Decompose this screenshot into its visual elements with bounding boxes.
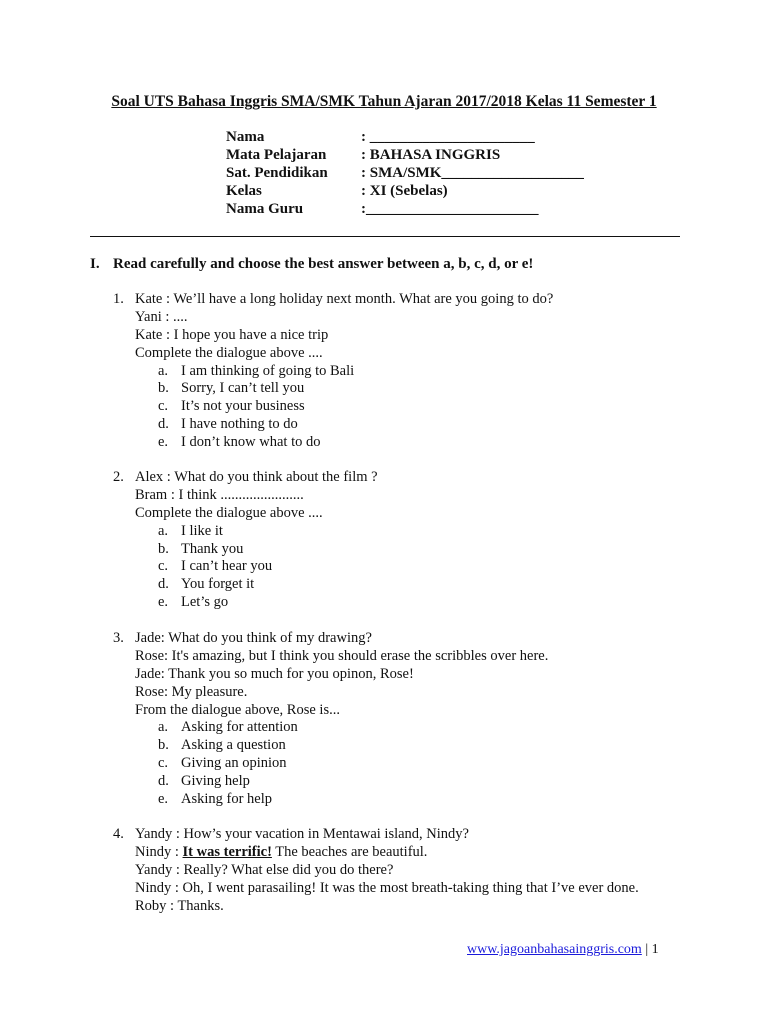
question-line: Rose: My pleasure. (135, 683, 248, 700)
option-text: Asking a question (181, 737, 286, 754)
question-number: 4. (113, 826, 124, 842)
question-number: 1. (113, 291, 124, 307)
question-4 (113, 826, 639, 915)
page-footer (467, 942, 659, 958)
option-text: I don’t know what to do (181, 434, 321, 451)
option-text: I can’t hear you (181, 558, 273, 575)
option-letter: a. (158, 362, 169, 379)
answer-option (113, 755, 548, 773)
answer-option (113, 594, 378, 612)
info-label: Nama Guru (226, 201, 304, 217)
question-line: Roby : Thanks. (135, 897, 224, 914)
info-label: Nama (226, 129, 265, 145)
answer-option (113, 416, 553, 434)
option-letter: a. (158, 719, 169, 736)
question-line: Jade: What do you think of my drawing? (135, 630, 372, 646)
question-line: Kate : We’ll have a long holiday next month. What are you going to do? (135, 291, 554, 307)
option-text: I have nothing to do (181, 416, 298, 433)
question-number: 2. (113, 469, 124, 485)
option-text: You forget it (181, 576, 255, 593)
speaker-prefix: Nindy : (135, 843, 183, 860)
option-letter: c. (158, 755, 169, 772)
info-value: : SMA/SMK___________________ (361, 165, 584, 181)
question-1 (113, 291, 553, 452)
question-line: Rose: It's amazing, but I think you should erase the scribbles over here. (135, 647, 549, 664)
option-letter: e. (158, 594, 169, 611)
option-letter: e. (158, 791, 169, 808)
info-value: :_______________________ (361, 201, 539, 217)
answer-option (113, 398, 553, 416)
option-letter: d. (158, 576, 169, 593)
option-text: Asking for attention (181, 719, 298, 736)
option-text: I like it (181, 522, 223, 539)
page-number: | 1 (641, 942, 659, 957)
line-suffix: The beaches are beautiful. (271, 843, 428, 860)
question-line: Nindy : Oh, I went parasailing! It was the most breath-taking thing that I’ve ever done. (135, 879, 639, 896)
option-letter: b. (158, 380, 169, 397)
answer-option (113, 558, 378, 576)
website-link[interactable]: www.jagoanbahasainggris.com (467, 942, 642, 957)
answer-option (113, 719, 548, 737)
page-title: Soal UTS Bahasa Inggris SMA/SMK Tahun Ajaran 2017/2018 Kelas 11 Semester 1 (111, 93, 657, 110)
option-text: It’s not your business (181, 398, 305, 415)
answer-option (113, 363, 553, 381)
option-text: Thank you (181, 540, 244, 557)
option-text: Let’s go (181, 594, 229, 611)
option-letter: c. (158, 398, 169, 415)
answer-option (113, 791, 548, 809)
option-letter: e. (158, 434, 169, 451)
answer-option (113, 523, 378, 541)
question-3 (113, 630, 548, 809)
info-value: : ______________________ (361, 129, 535, 145)
info-label: Mata Pelajaran (226, 147, 327, 163)
question-number: 3. (113, 630, 124, 646)
answer-option (113, 541, 378, 559)
section-heading (90, 256, 533, 273)
option-letter: c. (158, 558, 169, 575)
highlighted-expression: It was terrific! (182, 843, 272, 860)
horizontal-divider (90, 236, 680, 237)
option-letter: b. (158, 540, 169, 557)
option-letter: a. (158, 522, 169, 539)
section-number: I. (90, 256, 100, 272)
question-line: Yandy : How’s your vacation in Mentawai island, Nindy? (135, 826, 469, 842)
answer-option (113, 773, 548, 791)
answer-option (113, 737, 548, 755)
question-line: Complete the dialogue above .... (135, 504, 323, 521)
info-value: : XI (Sebelas) (361, 183, 448, 199)
question-line: Jade: Thank you so much for you opinon, Rose! (135, 665, 414, 682)
question-line: From the dialogue above, Rose is... (135, 701, 340, 718)
info-value: : BAHASA INGGRIS (361, 147, 501, 163)
question-line: Alex : What do you think about the film ? (135, 469, 378, 485)
answer-option (113, 380, 553, 398)
option-text: Giving help (181, 773, 250, 790)
option-letter: d. (158, 773, 169, 790)
option-letter: b. (158, 737, 169, 754)
question-line: Yani : .... (135, 308, 188, 325)
option-text: Giving an opinion (181, 755, 287, 772)
option-letter: d. (158, 416, 169, 433)
option-text: Asking for help (181, 791, 273, 808)
question-line (113, 844, 639, 862)
answer-option (113, 434, 553, 452)
question-2 (113, 469, 378, 612)
question-line: Yandy : Really? What else did you do there? (135, 861, 394, 878)
question-line: Bram : I think ....................... (135, 486, 304, 503)
question-line: Complete the dialogue above .... (135, 344, 323, 361)
question-line: Kate : I hope you have a nice trip (135, 326, 329, 343)
info-label: Sat. Pendidikan (226, 165, 328, 181)
option-text: Sorry, I can’t tell you (181, 380, 305, 397)
answer-option (113, 576, 378, 594)
section-instruction: Read carefully and choose the best answer between a, b, c, d, or e! (113, 256, 534, 272)
info-label: Kelas (226, 183, 262, 199)
option-text: I am thinking of going to Bali (181, 362, 355, 379)
